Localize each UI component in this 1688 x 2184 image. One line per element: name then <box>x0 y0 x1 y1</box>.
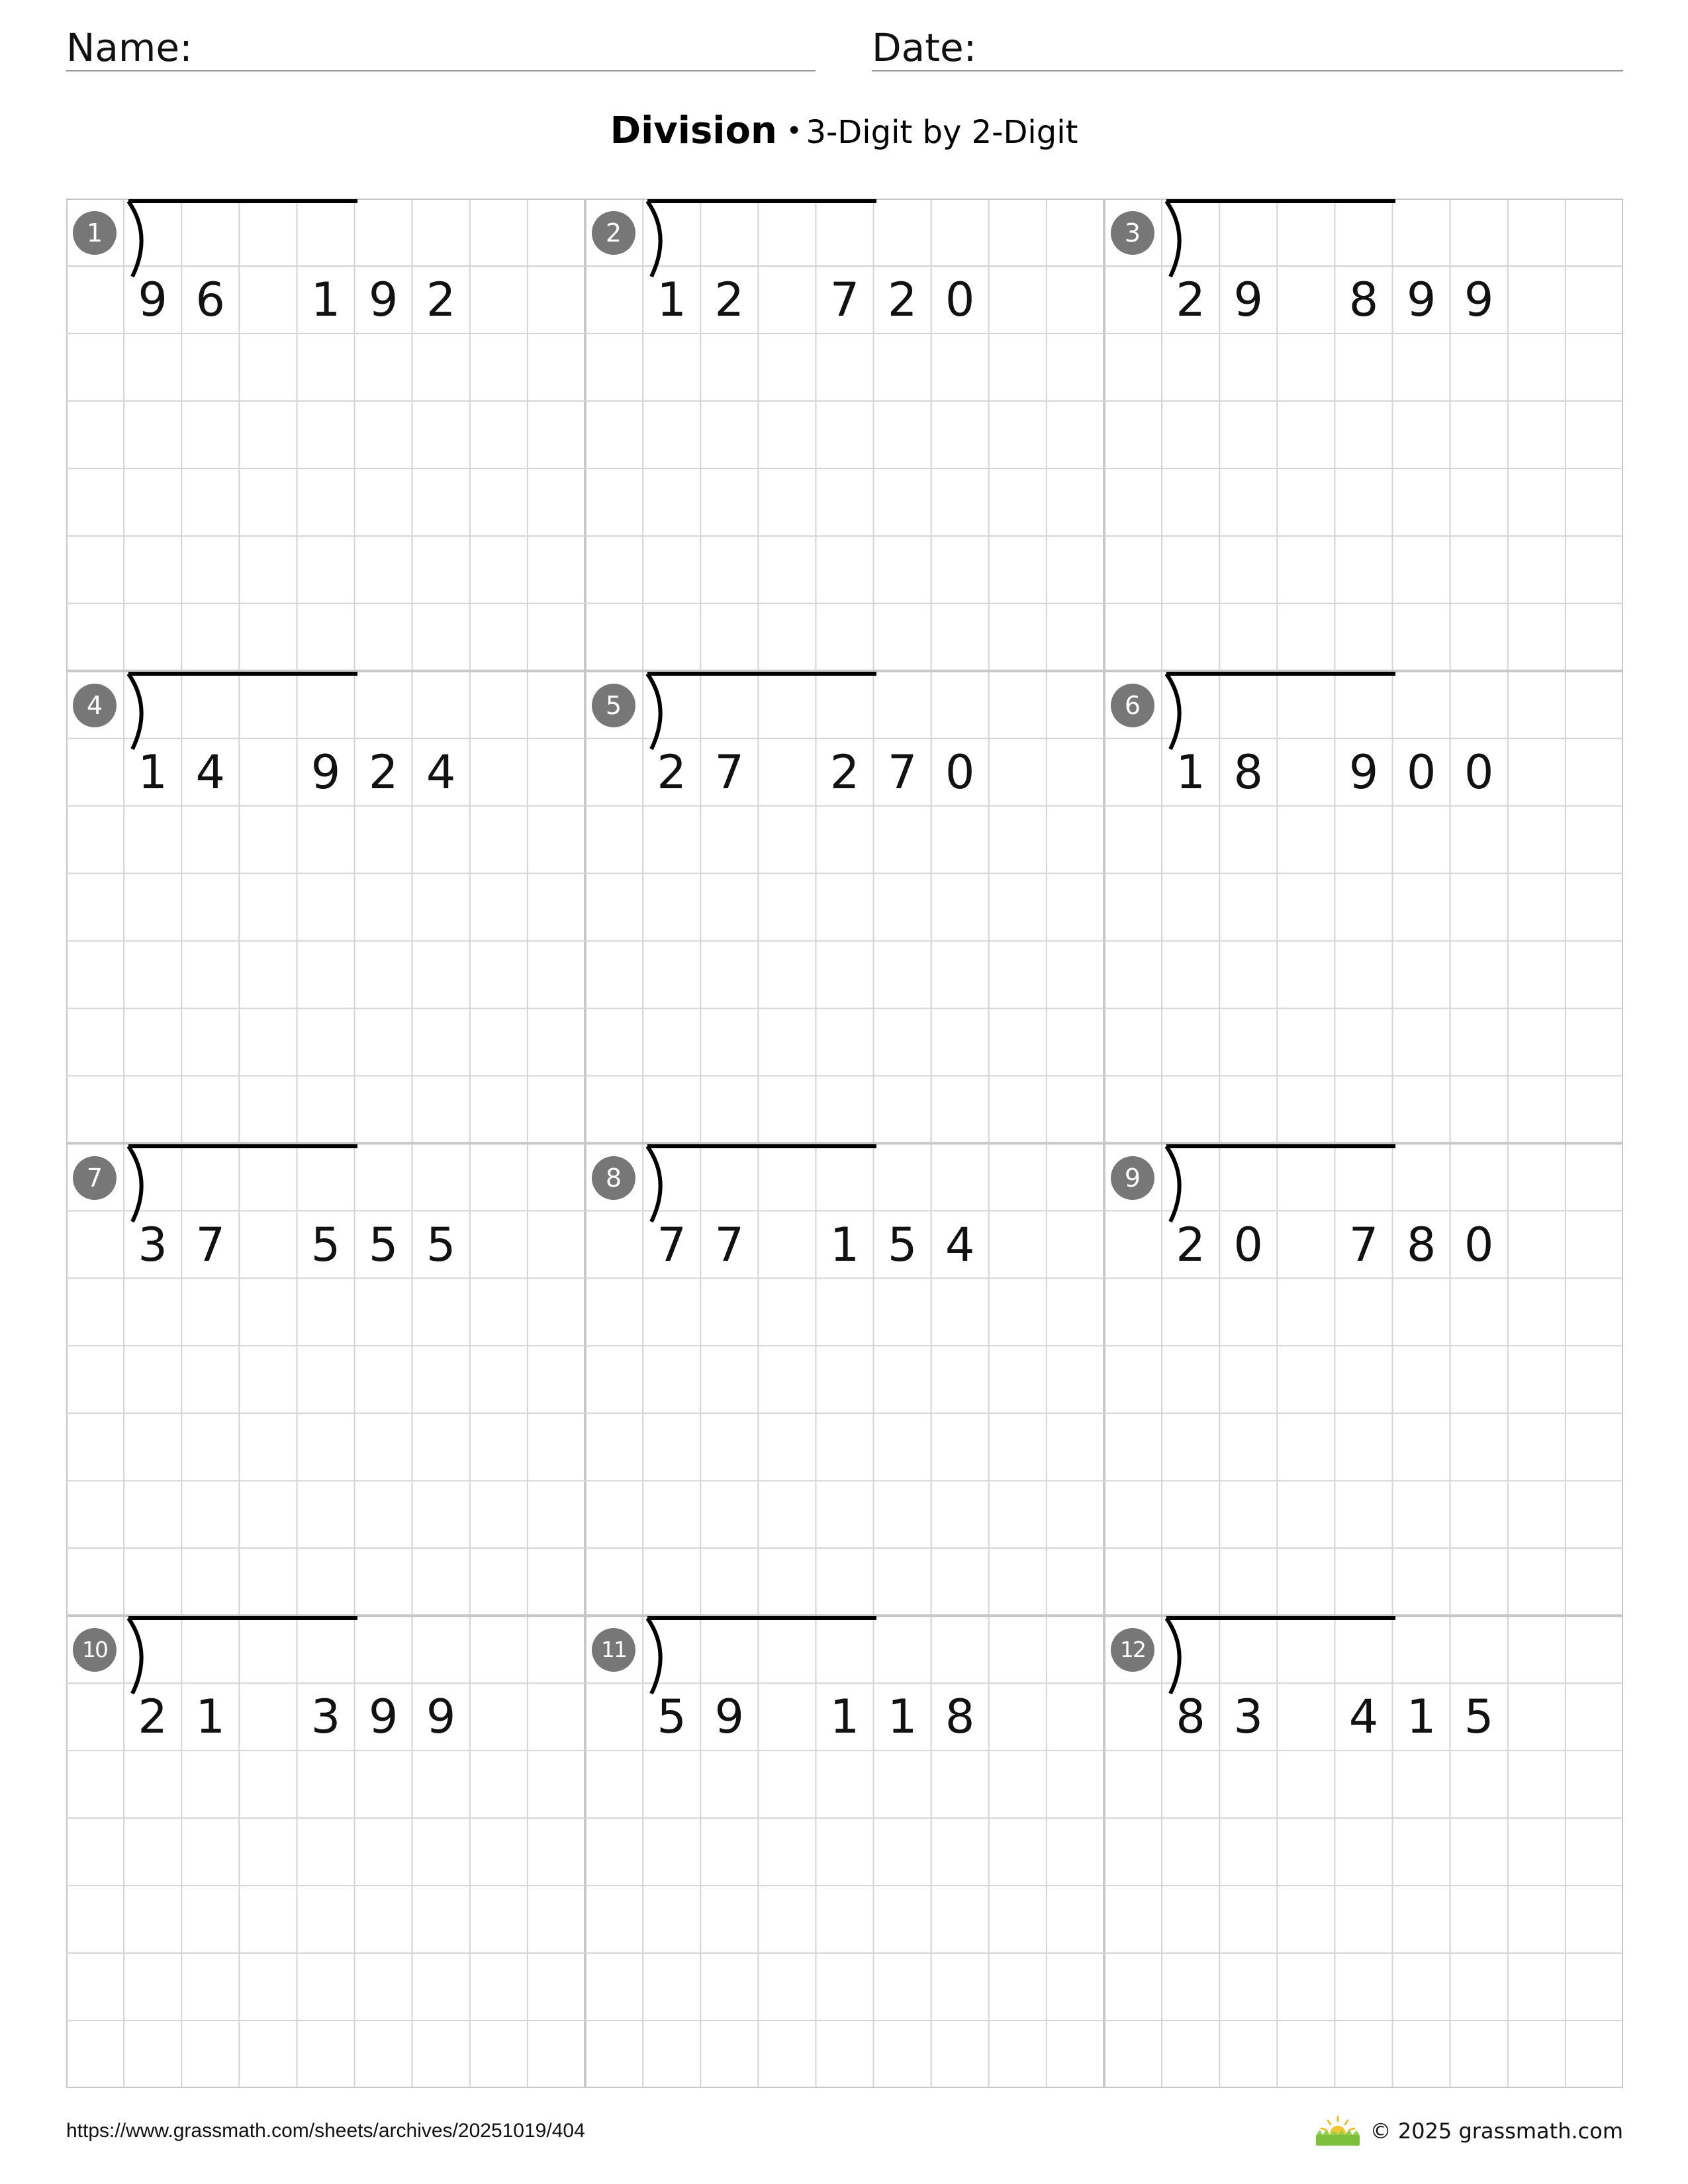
footer-copyright: © 2025 grassmath.com <box>1370 2118 1623 2144</box>
divisor-digit: 1 <box>138 745 167 799</box>
dividend-digit: 7 <box>829 273 860 327</box>
dividend-digit: 1 <box>1406 1690 1436 1745</box>
dividend-digit: 5 <box>887 1217 917 1272</box>
divisor-digit: 6 <box>195 273 226 327</box>
dividend-digit: 2 <box>368 745 399 799</box>
problem-number-badge: 6 <box>1111 684 1154 727</box>
name-field[interactable] <box>66 25 816 71</box>
divisor-digit: 7 <box>195 1217 226 1272</box>
divisor-digit: 3 <box>138 1217 167 1272</box>
long-division-bracket <box>66 671 380 752</box>
long-division-bracket <box>66 199 380 279</box>
dividend-digit: 5 <box>310 1217 341 1272</box>
dividend-digit: 9 <box>310 745 341 799</box>
footer-url: https://www.grassmath.com/sheets/archives/20251019/404 <box>66 2120 585 2142</box>
long-division-bracket <box>585 1144 899 1224</box>
division-problem <box>1104 1615 1623 2088</box>
division-problem <box>1104 1144 1623 1616</box>
problem-number-badge: 3 <box>1111 211 1154 255</box>
dividend-digit: 0 <box>945 745 975 799</box>
name-label: Name: <box>66 25 193 70</box>
dividend-digit: 8 <box>1406 1217 1436 1272</box>
footer-right <box>1315 2115 1623 2147</box>
dividend-digit: 4 <box>426 745 456 799</box>
divisor-digit: 3 <box>1233 1690 1264 1745</box>
divisor-digit: 0 <box>1233 1217 1264 1272</box>
dividend-digit: 2 <box>426 273 456 327</box>
dividend-digit: 1 <box>310 273 341 327</box>
dividend-digit: 5 <box>426 1217 456 1272</box>
long-division-bracket <box>1104 199 1418 279</box>
divisor-digit: 9 <box>1233 273 1264 327</box>
divisor-digit: 9 <box>138 273 167 327</box>
bracket-stroke <box>128 1618 357 1694</box>
long-division-bracket <box>1104 1615 1418 1696</box>
problem-number-badge: 10 <box>73 1628 117 1672</box>
bracket-stroke <box>1166 674 1395 749</box>
dividend-digit: 0 <box>1464 745 1494 799</box>
problem-number-badge: 1 <box>73 211 117 255</box>
dividend-digit: 7 <box>1348 1217 1379 1272</box>
bracket-stroke <box>647 674 876 749</box>
dividend-digit: 9 <box>368 1690 399 1745</box>
division-problem <box>66 199 585 671</box>
problem-number-badge: 7 <box>73 1156 117 1200</box>
problem-number-badge: 4 <box>73 684 117 727</box>
long-division-bracket <box>1104 671 1418 752</box>
division-problem <box>585 199 1104 671</box>
divisor-digit: 8 <box>1176 1690 1205 1745</box>
long-division-bracket <box>66 1144 380 1224</box>
divisor-digit: 2 <box>714 273 745 327</box>
dividend-digit: 9 <box>1406 273 1436 327</box>
bracket-stroke <box>128 674 357 749</box>
divisor-digit: 7 <box>714 745 745 799</box>
division-problem <box>66 671 585 1144</box>
dividend-digit: 1 <box>829 1217 860 1272</box>
division-problem <box>66 1144 585 1616</box>
grass-sun-logo-icon <box>1315 2115 1361 2147</box>
problem-number-badge: 9 <box>1111 1156 1154 1200</box>
problem-number-badge: 12 <box>1111 1628 1154 1672</box>
dividend-digit: 0 <box>1406 745 1436 799</box>
dividend-digit: 7 <box>887 745 917 799</box>
division-problem <box>1104 671 1623 1144</box>
dividend-digit: 9 <box>1348 745 1379 799</box>
division-problem <box>585 1615 1104 2088</box>
bracket-stroke <box>1166 1146 1395 1222</box>
division-problem <box>585 1144 1104 1616</box>
long-division-bracket <box>1104 1144 1418 1224</box>
divisor-digit: 4 <box>195 745 226 799</box>
bracket-stroke <box>647 1146 876 1222</box>
dividend-digit: 9 <box>426 1690 456 1745</box>
bracket-stroke <box>1166 1618 1395 1694</box>
bracket-stroke <box>128 201 357 277</box>
division-problem <box>66 1615 585 2088</box>
bracket-stroke <box>128 1146 357 1222</box>
dividend-digit: 0 <box>945 273 975 327</box>
dividend-digit: 1 <box>829 1690 860 1745</box>
dividend-digit: 3 <box>310 1690 341 1745</box>
problem-number-badge: 5 <box>592 684 635 727</box>
dividend-digit: 8 <box>945 1690 975 1745</box>
dividend-digit: 4 <box>1348 1690 1379 1745</box>
worksheet-title <box>0 105 1688 159</box>
divisor-digit: 5 <box>657 1690 686 1745</box>
title-main: Division <box>610 109 777 152</box>
title-separator: • <box>786 116 802 146</box>
divisor-digit: 7 <box>714 1217 745 1272</box>
dividend-digit: 2 <box>829 745 860 799</box>
dividend-digit: 5 <box>1464 1690 1494 1745</box>
dividend-digit: 9 <box>1464 273 1494 327</box>
bracket-stroke <box>1166 201 1395 277</box>
dividend-digit: 0 <box>1464 1217 1494 1272</box>
problem-number-badge: 8 <box>592 1156 635 1200</box>
problem-number-badge: 2 <box>592 211 635 255</box>
date-label: Date: <box>872 25 977 70</box>
division-problem <box>1104 199 1623 671</box>
dividend-digit: 1 <box>887 1690 917 1745</box>
divisor-digit: 1 <box>1176 745 1205 799</box>
long-division-bracket <box>585 671 899 752</box>
problem-number-badge: 11 <box>592 1628 635 1672</box>
divisor-digit: 2 <box>657 745 686 799</box>
bracket-stroke <box>647 1618 876 1694</box>
dividend-digit: 9 <box>368 273 399 327</box>
divisor-digit: 2 <box>1176 1217 1205 1272</box>
divisor-digit: 2 <box>1176 273 1205 327</box>
dividend-digit: 8 <box>1348 273 1379 327</box>
bracket-stroke <box>647 201 876 277</box>
problem-grid <box>66 199 1623 2088</box>
long-division-bracket <box>585 199 899 279</box>
divisor-digit: 2 <box>138 1690 167 1745</box>
date-field[interactable] <box>872 25 1623 71</box>
division-problem <box>585 671 1104 1144</box>
divisor-digit: 1 <box>195 1690 226 1745</box>
long-division-bracket <box>585 1615 899 1696</box>
title-subtitle: 3-Digit by 2-Digit <box>806 114 1078 151</box>
divisor-digit: 8 <box>1233 745 1264 799</box>
divisor-digit: 9 <box>714 1690 745 1745</box>
dividend-digit: 4 <box>945 1217 975 1272</box>
divisor-digit: 7 <box>657 1217 686 1272</box>
dividend-digit: 2 <box>887 273 917 327</box>
dividend-digit: 5 <box>368 1217 399 1272</box>
divisor-digit: 1 <box>657 273 686 327</box>
long-division-bracket <box>66 1615 380 1696</box>
